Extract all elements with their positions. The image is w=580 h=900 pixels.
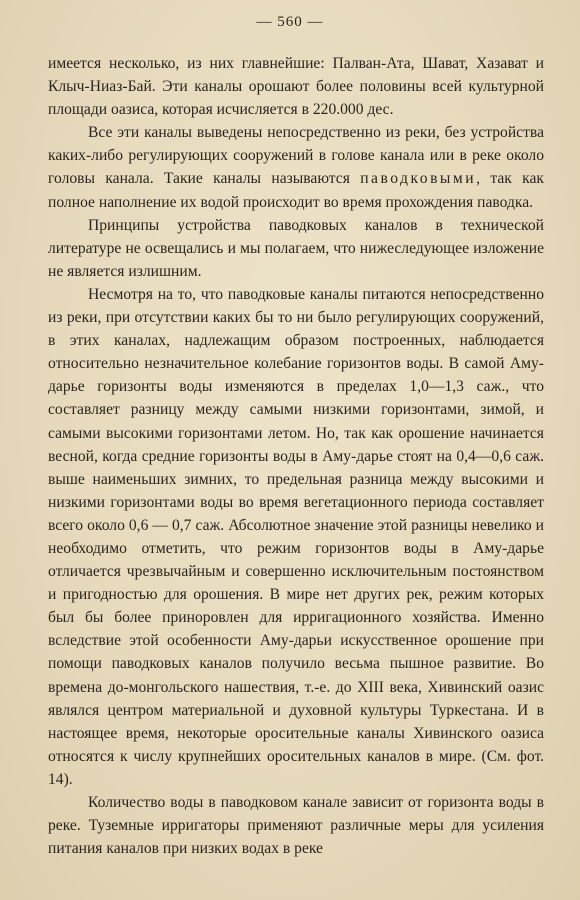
paragraph-5: Количество воды в паводковом канале зависит от горизонта воды в реке. Туземные ирригаторы применяют различные меры для усиления питания каналов при низких водах в реке xyxy=(48,794,544,858)
paragraph-3: Принципы устройства паводковых каналов в технической литературе не освещались и мы полагаем, что нижеследующее изложение не является излишним. xyxy=(48,216,544,280)
paragraph-1: имеется несколько, из них главнейшие: Палван-Ата, Шават, Хазават и Клыч-Ниаз-Бай. Эти каналы орошают более половины всей культурной площади оазиса, которая исчисляется в 220.000 дес. xyxy=(48,55,544,119)
body-text xyxy=(48,52,544,860)
paragraph-2-after: , так как полное наполнение их водой происходит во время прохождения паводка. xyxy=(48,170,544,211)
term-emphasis: паводковыми xyxy=(360,170,477,188)
paragraph-2 xyxy=(48,121,544,213)
paragraph-2-before: Все эти каналы выведены непосредственно из реки, без устройства каких-либо регулирующих сооружений в голове канала или в реке около головы канала. Такие каналы называются xyxy=(48,124,544,188)
paragraph-4: Несмотря на то, что паводковые каналы питаются непосредственно из реки, при отсутствии каких бы то ни было регулирующих сооружений, в этих каналах, надлежащим образом построенных, наблюдается относительно незначительное колебание горизонтов воды. В самой Аму-дарье горизонты воды изменяются в пределах 1,0—1,3 саж., что составляет разницу между самыми низкими горизонтами, зимой, и самыми высокими горизонтами летом. Но, так как орошение начинается весной, когда средние горизонты воды в Аму-дарье стоят на 0,4—0,6 саж. выше наименьших зимних, то предельная разница между высокими и низкими горизонтами воды во время вегетационного периода составляет всего около 0,6 — 0,7 саж. Абсолютное значение этой разницы невелико и необходимо отметить, что режим горизонтов воды в Аму-дарье отличается чрезвычайным и совершенно исключительным постоянством и пригодностью для орошения. В мире нет других рек, режим которых был бы более приноровлен для ирригационного хозяйства. Именно вследствие этой особенности Аму-дарьи искусственное орошение при помощи паводковых каналов получило весьма пышное развитие. Во времена до-монгольского нашествия, т.-е. до XIII века, Хивинский оазис являлся центром материальной и духовной культуры Туркестана. И в настоящее время, некоторые оросительные каналы Хивинского оазиса относятся к числу крупнейших оросительных каналов в мире. (См. фот. 14). xyxy=(48,285,544,788)
page-number: — 560 — xyxy=(256,14,324,30)
